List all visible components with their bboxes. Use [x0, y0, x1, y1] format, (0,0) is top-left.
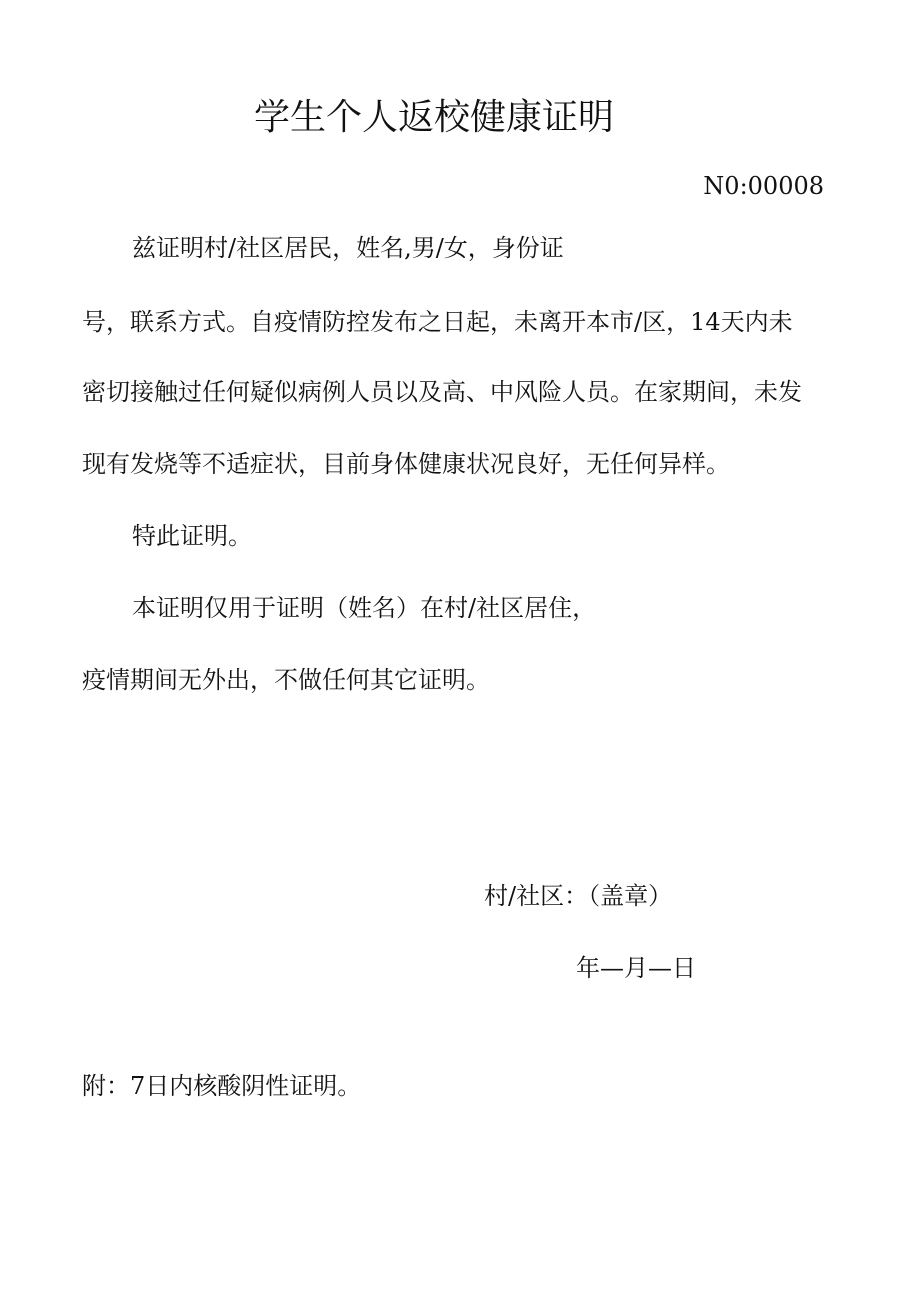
usage-note-line-1: 本证明仅用于证明（姓名）在村/社区居住， — [132, 594, 597, 622]
certification-statement: 特此证明。 — [132, 522, 252, 550]
body-line-4: 现有发烧等不适症状，目前身体健康状况良好，无任何异样。 — [82, 450, 730, 478]
body-line-1: 兹证明村/社区居民，姓名,男/女，身份证 — [132, 234, 564, 262]
document-title: 学生个人返校健康证明 — [253, 97, 614, 138]
usage-note-line-2: 疫情期间无外出，不做任何其它证明。 — [82, 666, 490, 694]
community-seal-line: 村/社区：（盖章） — [484, 882, 673, 910]
attachment-note: 附：7日内核酸阴性证明。 — [82, 1072, 362, 1100]
signature-date: 年—月—日 — [576, 954, 696, 982]
body-line-2: 号，联系方式。自疫情防控发布之日起，未离开本市/区，14天内未 — [82, 308, 793, 336]
document-number: N0:00008 — [703, 172, 824, 200]
body-line-3: 密切接触过任何疑似病例人员以及高、中风险人员。在家期间，未发 — [82, 378, 802, 406]
